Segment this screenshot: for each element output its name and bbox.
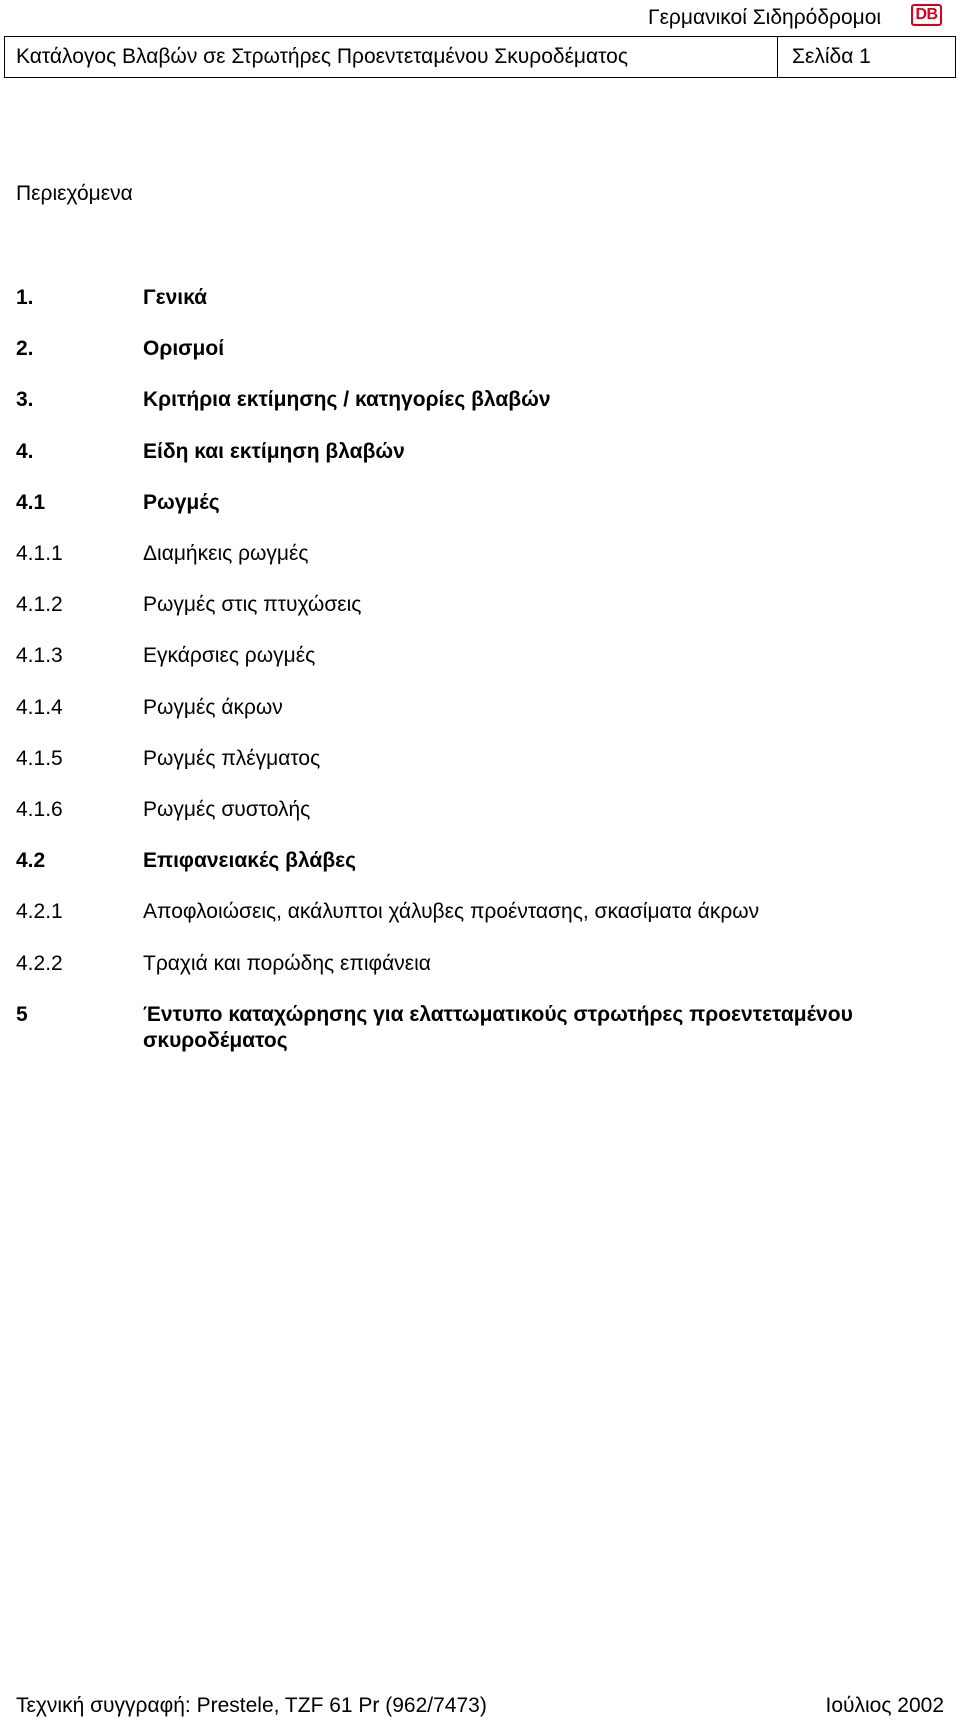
toc-entry-title: Ρωγμές πλέγματος [143, 747, 321, 770]
document-header-box [4, 36, 956, 78]
toc-entry-title: Ρωγμές [143, 491, 220, 514]
toc-entry-number: 4.1.1 [16, 542, 63, 565]
toc-entry-title: Ρωγμές συστολής [143, 798, 311, 821]
toc-entry-title: Διαμήκεις ρωγμές [143, 542, 309, 565]
toc-entry-title: Έντυπο καταχώρησης για ελαττωματικούς στρωτήρες προεντεταμένου σκυροδέματος [143, 1003, 853, 1052]
toc-entry-number: 4.1.4 [16, 696, 63, 719]
toc-entry-title: Είδη και εκτίμηση βλαβών [143, 440, 405, 463]
toc-entry-title: Τραχιά και πορώδης επιφάνεια [143, 952, 431, 975]
toc-entry-number: 1. [16, 286, 34, 309]
toc-entry-number: 4.1.3 [16, 644, 63, 667]
toc-entry-number: 2. [16, 337, 34, 360]
toc-entry-title: Ορισμοί [143, 337, 225, 360]
footer-author: Τεχνική συγγραφή: Prestele, TZF 61 Pr (962/7473) [16, 1694, 487, 1717]
footer-date: Ιούλιος 2002 [825, 1694, 944, 1717]
toc-entry-number: 4. [16, 440, 34, 463]
toc-entry-number: 4.1.2 [16, 593, 63, 616]
db-logo [911, 4, 942, 26]
toc-entry-title: Ρωγμές στις πτυχώσεις [143, 593, 362, 616]
toc-entry-number: 4.1.5 [16, 747, 63, 770]
toc-entry-title: Γενικά [143, 286, 208, 309]
db-logo-text: DB [915, 6, 938, 23]
toc-entry-number: 5 [16, 1003, 28, 1026]
page-footer [16, 1694, 944, 1718]
document-title: Κατάλογος Βλαβών σε Στρωτήρες Προεντεταμένου Σκυροδέματος [5, 37, 778, 77]
toc-entry-title: Επιφανειακές βλάβες [143, 849, 357, 872]
toc-entry-number: 4.1.6 [16, 798, 63, 821]
toc-entry-title: Αποφλοιώσεις, ακάλυπτοι χάλυβες προέντασης, σκασίματα άκρων [143, 900, 760, 923]
page-number: Σελίδα 1 [792, 45, 871, 68]
toc-entry-title: Κριτήρια εκτίμησης / κατηγορίες βλαβών [143, 388, 551, 411]
toc-entry-title: Εγκάρσιες ρωγμές [143, 644, 316, 667]
toc-entry-number: 4.2 [16, 849, 46, 872]
toc-entry-number: 3. [16, 388, 34, 411]
toc-entry-title: Ρωγμές άκρων [143, 696, 283, 719]
organization-name: Γερμανικοί Σιδηρόδρομοι [648, 6, 882, 29]
toc-entry-number: 4.2.1 [16, 900, 63, 923]
toc-heading: Περιεχόμενα [16, 182, 133, 205]
toc-entry-number: 4.1 [16, 491, 46, 514]
toc-entry-number: 4.2.2 [16, 952, 63, 975]
